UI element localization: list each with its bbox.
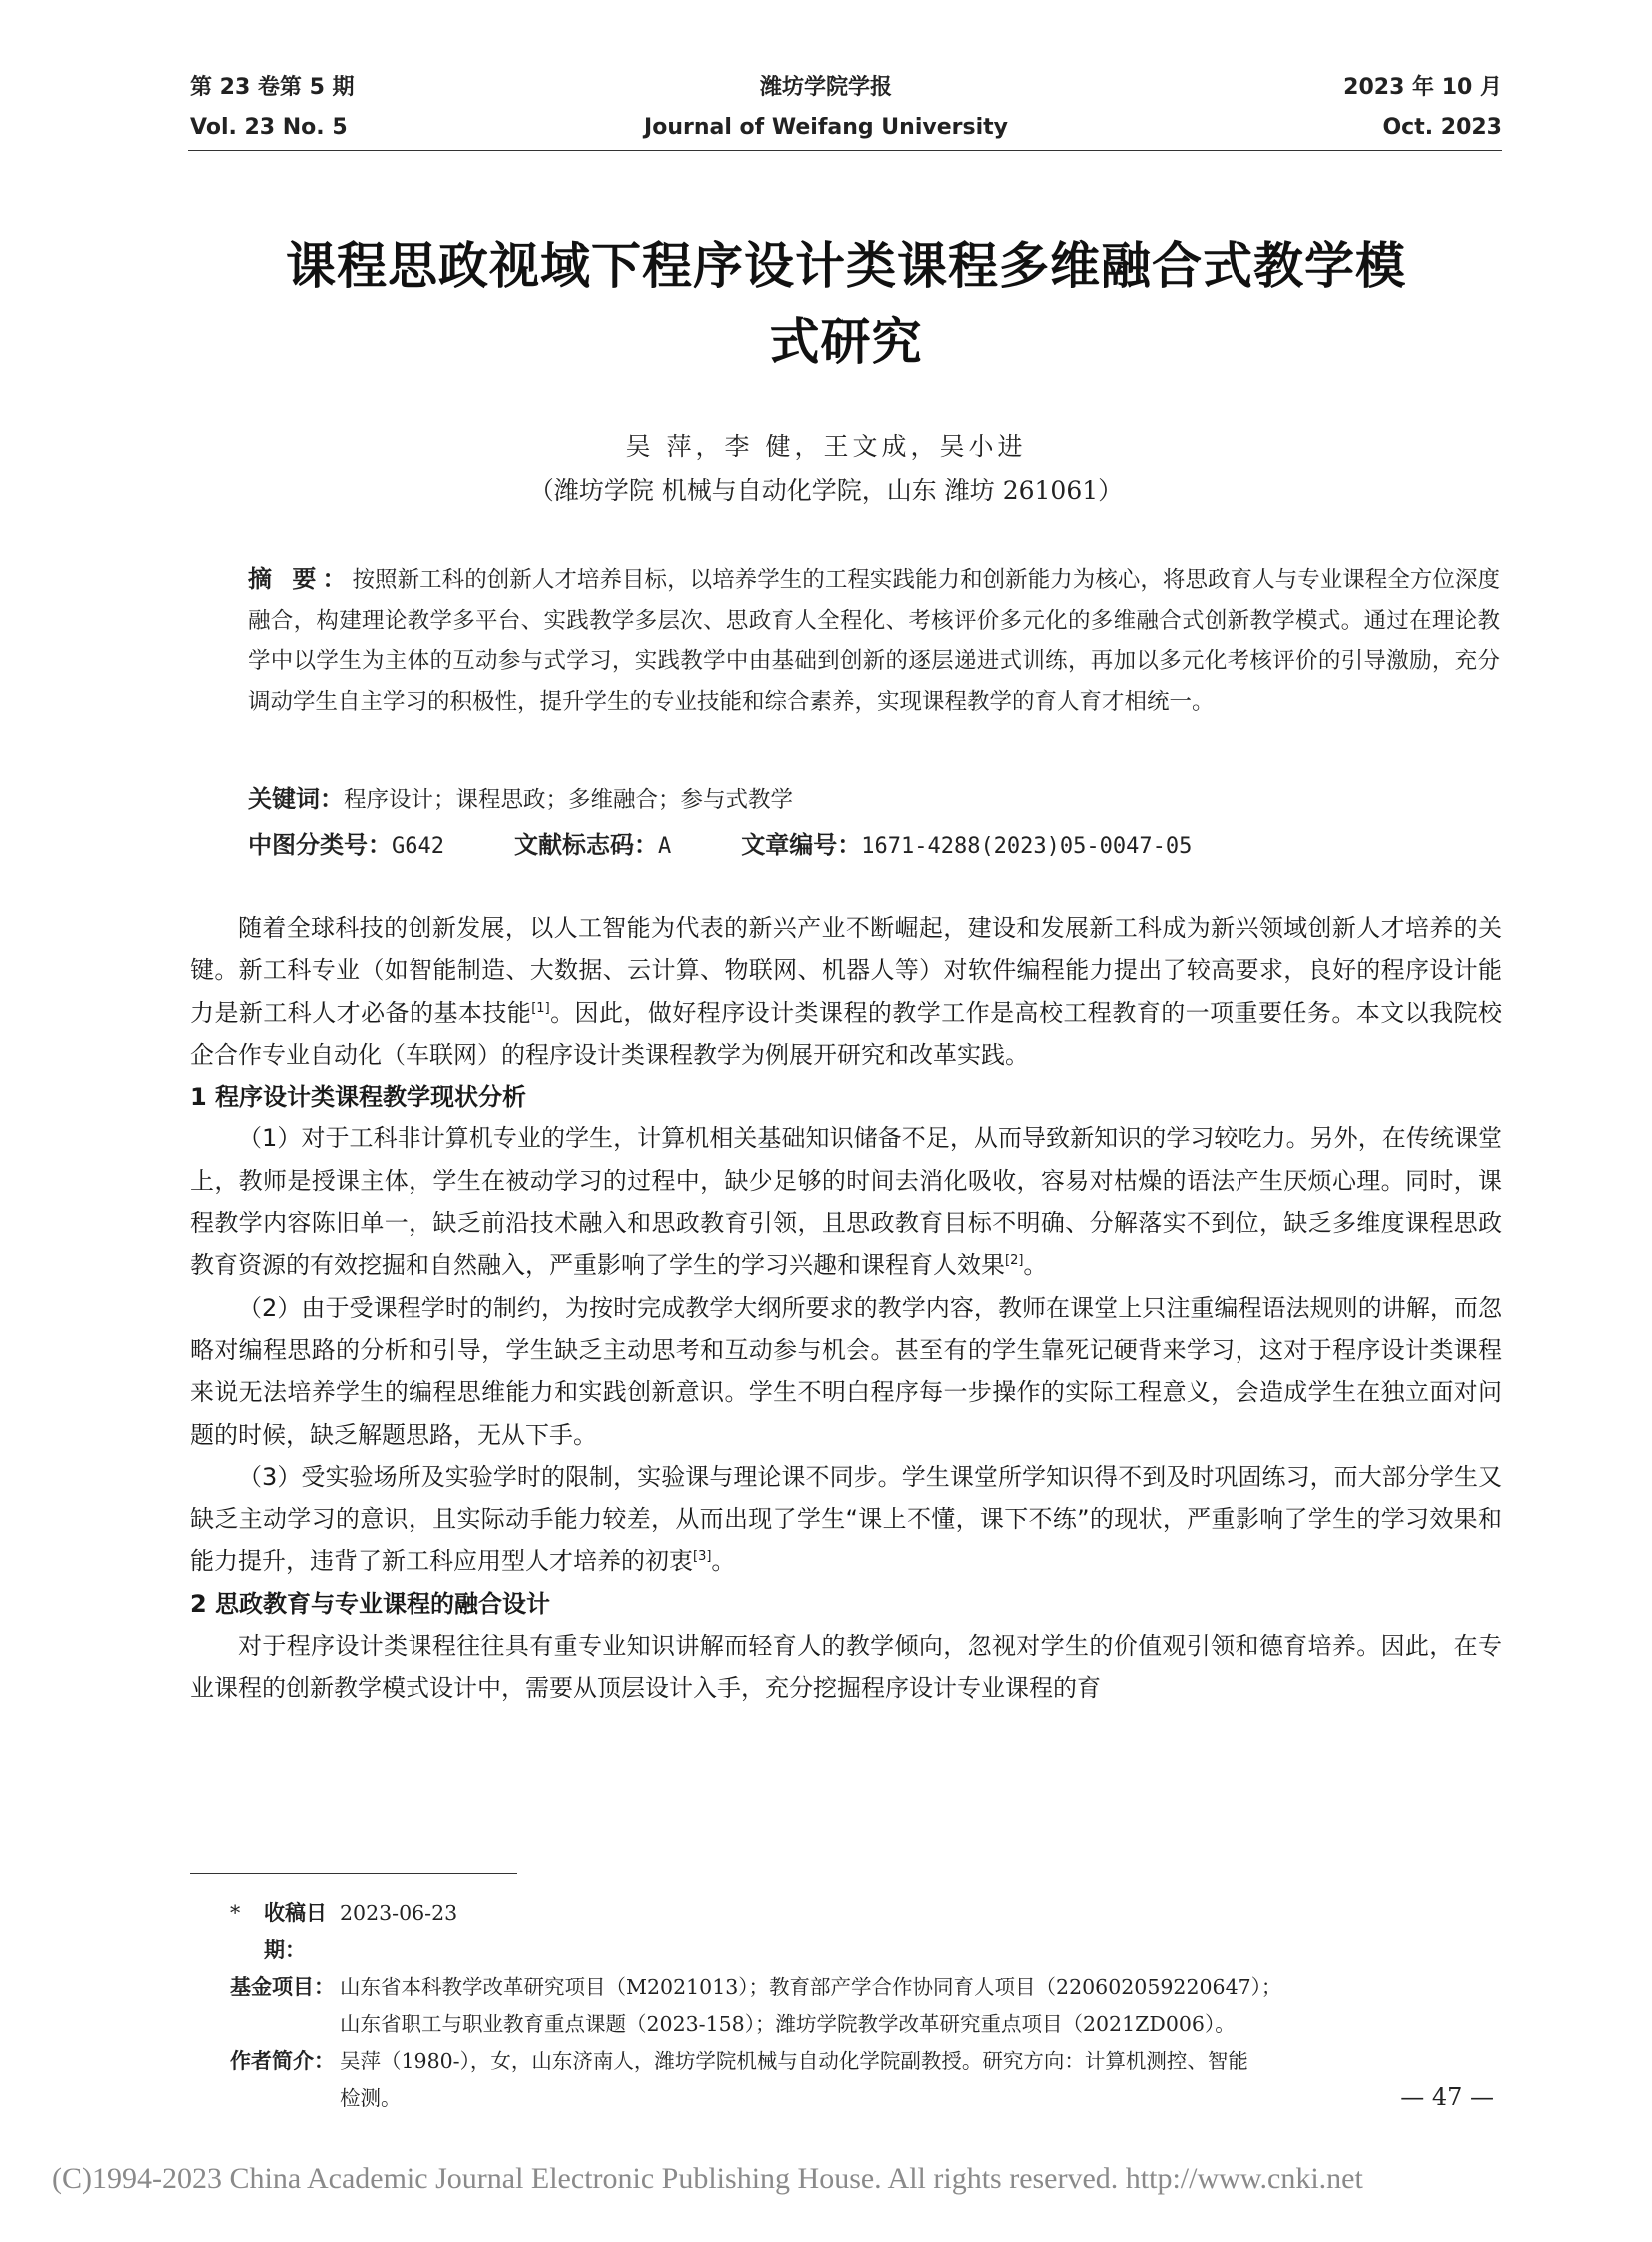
body-paragraph-1 [190,1118,1502,1286]
abstract [248,559,1500,722]
header-journal-en: Journal of Weifang University [644,115,1008,140]
paper-title-line-2: 式研究 [769,313,923,371]
doc-code-label: 文献标志码： [513,831,658,859]
clc-label: 中图分类号： [248,831,392,859]
footnote-received [230,1895,1502,1969]
intro-text: 随着全球科技的创新发展，以人工智能为代表的新兴产业不断崛起，建设和发展新工科成为新兴领域创新人才培养的关键。新工科专业（如智能制造、大数据、云计算、物联网、机器人等）对软件编程能力提出了较高要求，良好的程序设计能力是新工科人才必备的基本技能 [190,914,1502,1027]
author-bio-line-1: 吴萍（1980-），女，山东济南人，潍坊学院机械与自动化学院副教授。研究方向：计算机测控、智能 [340,2049,1248,2073]
page-number: — 47 — [1400,2083,1494,2111]
clc-value: G642 [392,834,444,859]
footnote [230,1895,1502,2117]
author-list: 吴 萍，李 健，王文成，吴小进 [625,432,1027,461]
article-number-label: 文章编号： [741,831,862,859]
paragraph-1-text: （1）对于工科非计算机专业的学生，计算机相关基础知识储备不足，从而导致新知识的学习较吃力。另外，在传统课堂上，教师是授课主体，学生在被动学习的过程中，缺少足够的时间去消化吸收，容易对枯燥的语法产生厌烦心理。同时，课程教学内容陈旧单一，缺乏前沿技术融入和思政教育引领，且思政教育目标不明确、分解落实不到位，缺乏多维度课程思政教育资源的有效挖掘和自然融入，严重影响了学生的学习兴趣和课程育人效果 [190,1124,1502,1280]
doc-code-value: A [657,834,672,859]
fund-value [340,1969,1502,2043]
keywords-text: 程序设计；课程思政；多维融合；参与式教学 [344,787,794,813]
paragraph-3-text: （3）受实验场所及实验学时的限制，实验课与理论课不同步。学生课堂所学知识得不到及时巩固练习，而大部分学生又缺乏主动学习的意识，且实际动手能力较差，从而出现了学生“课上不懂，课下不练”的现状，严重影响了学生的学习效果和能力提升，违背了新工科应用型人才培养的初衷 [190,1462,1502,1576]
citation-ref: [1] [531,1000,550,1016]
paper-title [190,228,1502,379]
author-bio-label: 作者简介： [230,2049,335,2073]
header-journal-cn: 潍坊学院学报 [759,75,892,100]
keywords-label: 关键词： [248,785,344,813]
paragraph-1-tail: 。 [1023,1251,1048,1280]
section-heading-1: 1 程序设计类课程教学现状分析 [190,1083,527,1112]
copyright-notice: (C)1994-2023 China Academic Journal Electronic Publishing House. All rights reserved. http://www.cnki.net [52,2162,1363,2195]
keywords [248,779,1500,820]
paragraph-3-tail: 。 [711,1547,736,1576]
abstract-label: 摘 要： [248,565,353,593]
fund-line-2: 山东省职工与职业教育重点课题（2023-158）；潍坊学院教学改革研究重点项目（2021ZD006）。 [340,2012,1236,2036]
author-affiliation: （潍坊学院 机械与自动化学院，山东 潍坊 261061） [528,476,1124,505]
citation-ref: [3] [693,1549,712,1565]
header-date-en: Oct. 2023 [1382,115,1502,140]
author-bio-line-2: 检测。 [340,2086,402,2110]
article-body [190,907,1502,1710]
fund-line-1: 山东省本科教学改革研究项目（M2021013）；教育部产学合作协同育人项目（220602059220647）； [340,1975,1282,1999]
header-volume-en: Vol. 23 No. 5 [190,115,348,140]
fund-label: 基金项目： [230,1975,335,1999]
section-heading-2: 2 思政教育与专业课程的融合设计 [190,1589,551,1618]
intro-text-tail: 。因此，做好程序设计类课程的教学工作是高校工程教育的一项重要任务。本文以我院校企合作专业自动化（车联网）的程序设计类课程教学为例展开研究和改革实践。 [190,998,1503,1069]
footnote-divider [190,1873,517,1874]
author-bio-value [340,2043,1502,2117]
article-number-value: 1671-4288(2023)05-0047-05 [861,834,1193,859]
classification-line [248,825,1500,867]
abstract-text: 按照新工科的创新人才培养目标，以培养学生的工程实践能力和创新能力为核心，将思政育人与专业课程全方位深度融合，构建理论教学多平台、实践教学多层次、思政育人全程化、考核评价多元化的多维融合式创新教学模式。通过在理论教学中以学生为主体的互动参与式学习，实践教学中由基础到创新的逐层递进式训练，再加以多元化考核评价的引导激励，充分调动学生自主学习的积极性，提升学生的专业技能和综合素养，实现课程教学的育人育才相统一。 [248,567,1500,715]
header-divider [188,150,1502,151]
received-label: 收稿日期： [264,1901,327,1962]
body-paragraph-4: 对于程序设计类课程往往具有重专业知识讲解而轻育人的教学倾向，忽视对学生的价值观引领和德育培养。因此，在专业课程的创新教学模式设计中，需要从顶层设计入手，充分挖掘程序设计专业课程的育 [190,1632,1502,1703]
footnote-fund [230,1969,1502,2043]
header-volume-cn: 第 23 卷第 5 期 [190,75,355,100]
footnote-author [230,2043,1502,2117]
paper-title-line-1: 课程思政视域下程序设计类课程多维融合式教学模 [286,237,1406,295]
header-date [1343,68,1502,148]
footnote-marker: * [230,1901,241,1925]
body-paragraph-2: （2）由于受课程学时的制约，为按时完成教学大纲所要求的教学内容，教师在课堂上只注重编程语法规则的讲解，而忽略对编程思路的分析和引导，学生缺乏主动思考和互动参与机会。甚至有的学生靠死记硬背来学习，这对于程序设计类课程来说无法培养学生的编程思维能力和实践创新意识。学生不明白程序每一步操作的实际工程意义，会造成学生在独立面对问题的时候，缺乏解题思路，无从下手。 [190,1293,1502,1449]
received-value: 2023-06-23 [340,1901,458,1925]
intro-paragraph [190,907,1502,1076]
body-paragraph-3 [190,1456,1502,1583]
citation-ref: [2] [1005,1253,1024,1269]
header-date-cn: 2023 年 10 月 [1343,75,1502,100]
